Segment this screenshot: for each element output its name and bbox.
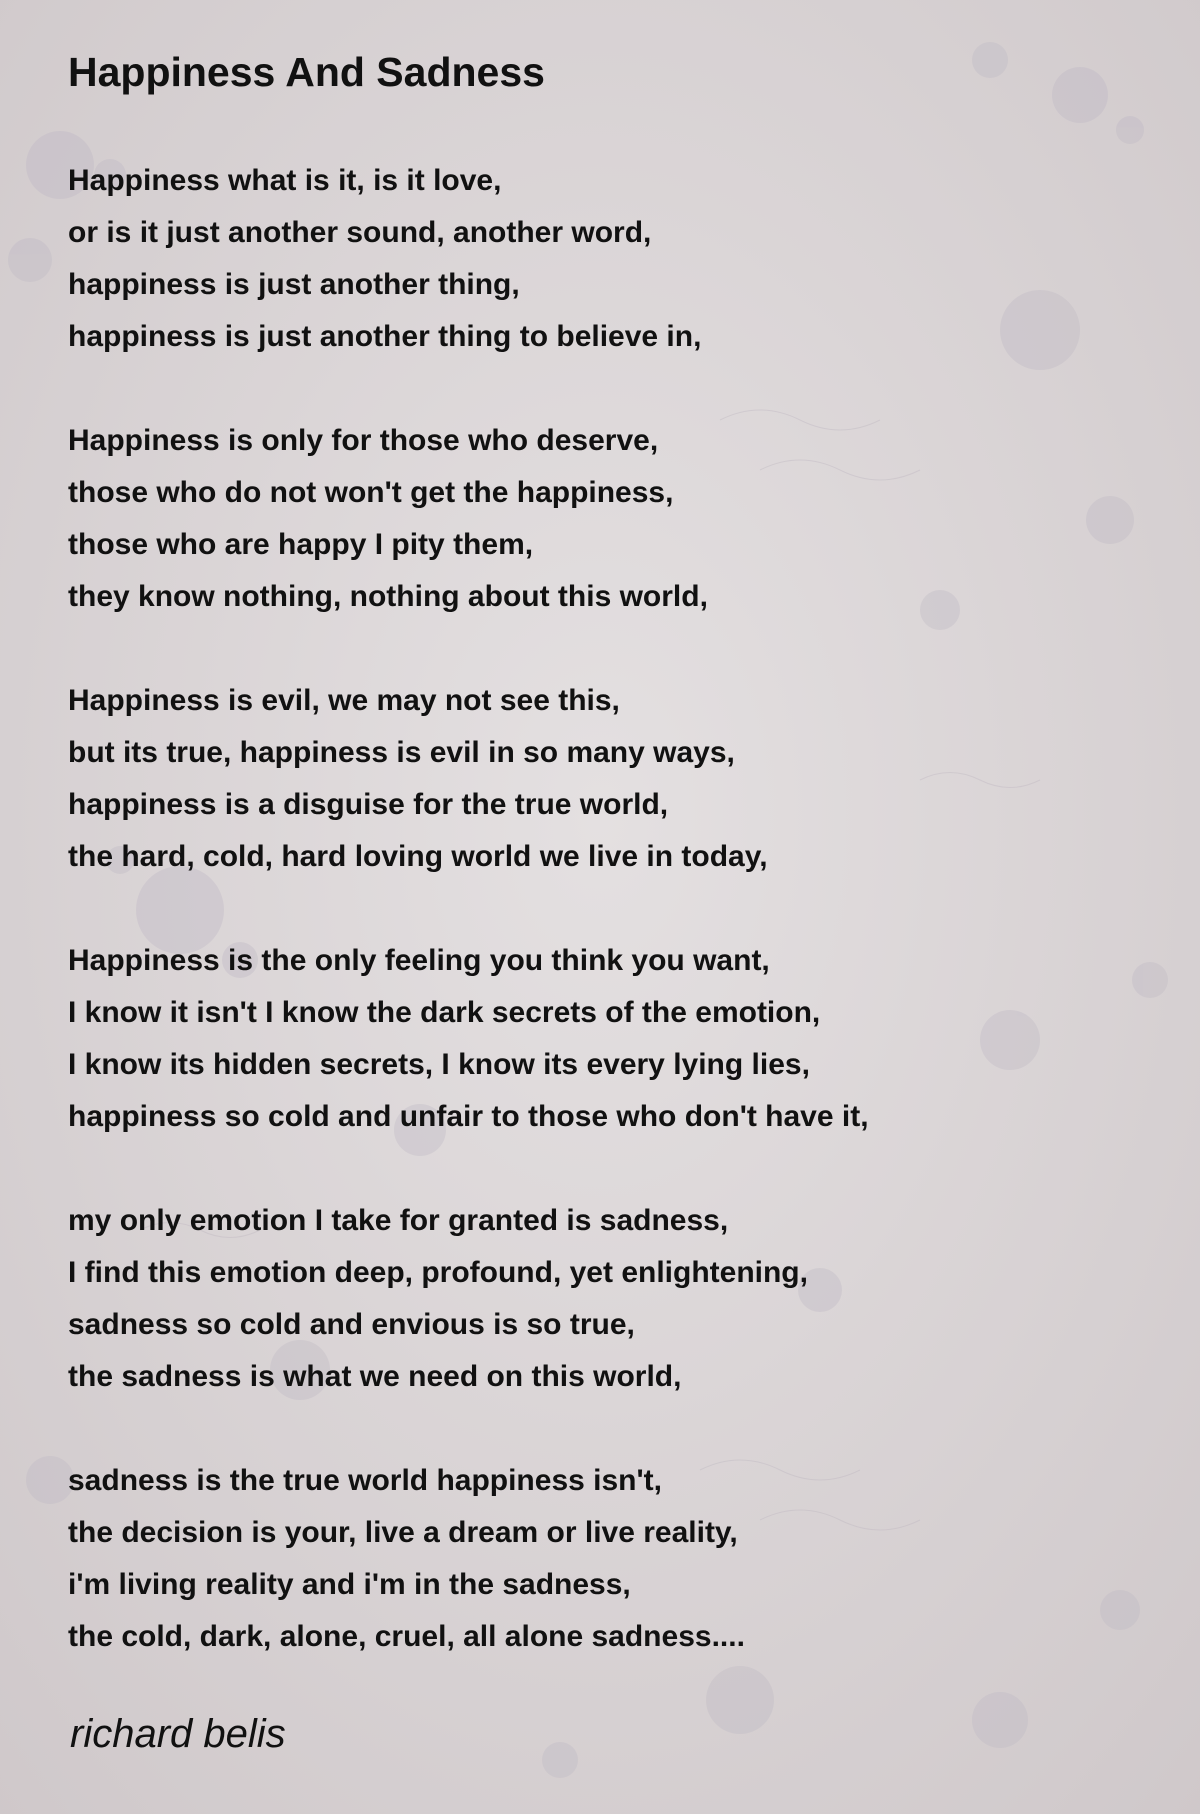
poem-title: Happiness And Sadness: [68, 49, 545, 95]
poem-line: Happiness what is it, is it love,: [68, 164, 502, 198]
poem-line: sadness is the true world happiness isn't,: [68, 1464, 662, 1498]
poem-line: I know it isn't I know the dark secrets of the emotion,: [68, 996, 821, 1030]
poem-line: those who do not won't get the happiness,: [68, 476, 674, 510]
poem-line: the sadness is what we need on this world,: [68, 1360, 682, 1394]
poem-line: the hard, cold, hard loving world we live in today,: [68, 840, 768, 874]
poem-line: they know nothing, nothing about this world,: [68, 580, 708, 614]
poem-line: sadness so cold and envious is so true,: [68, 1308, 635, 1342]
poem-line: happiness so cold and unfair to those who don't have it,: [68, 1100, 869, 1134]
poem-body: [68, 155, 1148, 1663]
poem-line: Happiness is evil, we may not see this,: [68, 684, 620, 718]
poem-line: Happiness is the only feeling you think you want,: [68, 944, 770, 978]
poem-line: or is it just another sound, another word,: [68, 216, 652, 250]
poem-line: the decision is your, live a dream or live reality,: [68, 1516, 738, 1550]
stanza-2: [68, 415, 1148, 623]
poem-container: [68, 48, 1148, 1715]
poem-line: I find this emotion deep, profound, yet enlightening,: [68, 1256, 808, 1290]
poem-line: Happiness is only for those who deserve,: [68, 424, 659, 458]
poem-line: my only emotion I take for granted is sadness,: [68, 1204, 729, 1238]
stanza-4: [68, 935, 1148, 1143]
stanza-1: [68, 155, 1148, 363]
poem-line: happiness is a disguise for the true world,: [68, 788, 669, 822]
poem-line: i'm living reality and i'm in the sadness,: [68, 1568, 631, 1602]
stanza-6: [68, 1455, 1148, 1663]
stanza-3: [68, 675, 1148, 883]
poem-line: but its true, happiness is evil in so many ways,: [68, 736, 735, 770]
poem-author: richard belis: [70, 1712, 286, 1756]
stanza-5: [68, 1195, 1148, 1403]
poem-line: happiness is just another thing,: [68, 268, 520, 302]
poem-line: I know its hidden secrets, I know its every lying lies,: [68, 1048, 810, 1082]
poem-line: the cold, dark, alone, cruel, all alone sadness....: [68, 1620, 745, 1654]
poem-line: happiness is just another thing to believe in,: [68, 320, 702, 354]
poem-line: those who are happy I pity them,: [68, 528, 534, 562]
